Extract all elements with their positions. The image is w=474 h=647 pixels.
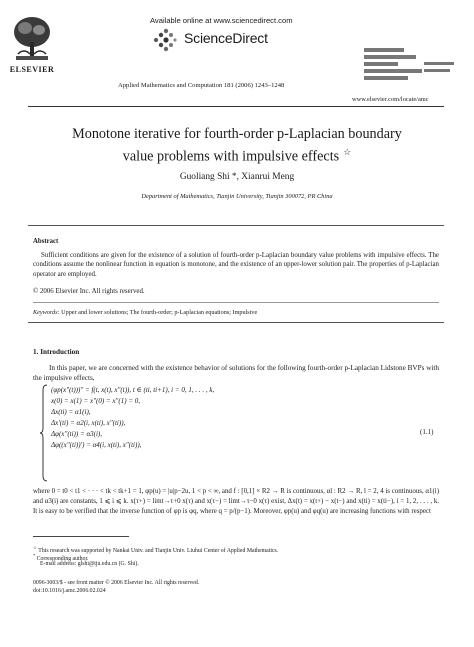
abstract-body: Sufficient conditions are given for the existence of a solution of fourth-order p-Laplacian boundary value problems with impulsive effects. The conditions assume the nonlinear function in equation is monotone, and the existence of an upper-lower solution pair. The properties of p-Laplacian operator are employed. (33, 252, 439, 278)
title-line-1: Monotone iterative for fourth-order p-Laplacian boundary (72, 126, 402, 142)
footnote-funding: ☆ This research was supported by Nankai Univ. and Tianjin Univ. Liuhui Center of Applied Mathematics. (33, 545, 279, 554)
issn-line: 0096-3003/$ - see front matter © 2006 Elsevier Inc. All rights reserved. (33, 580, 200, 586)
equation-line: x(0) = x(1) = x″(0) = x″(1) = 0, (51, 397, 141, 405)
keywords-label: Keywords: (33, 309, 60, 316)
sciencedirect-wordmark: ScienceDirect (184, 30, 268, 46)
email-link[interactable]: glshi@tju.edu.cn (77, 561, 118, 567)
header-divider (28, 106, 444, 107)
author-list: Guoliang Shi *, Xianrui Meng (179, 172, 295, 182)
title-line-2: value problems with impulsive effects (122, 148, 340, 165)
equation-line: Δx(ti) = α1(i), (51, 408, 91, 416)
journal-citation: Applied Mathematics and Computation 181 (2006) 1243–1248 (118, 82, 285, 89)
keywords-divider (33, 302, 439, 303)
abstract-heading: Abstract (33, 238, 59, 245)
sciencedirect-dots-logo (152, 27, 178, 53)
footnote-corresponding-text: Corresponding author. (36, 555, 89, 562)
publisher-name: ELSEVIER (9, 65, 55, 74)
keywords-list: Upper and lower solutions; The fourth-order; p-Laplacian equations; Impulsive (61, 309, 258, 316)
abstract-bottom-divider (28, 322, 444, 323)
elsevier-tree-logo (10, 14, 54, 64)
doi-link[interactable]: doi:10.1016/j.amc.2006.02.024 (33, 588, 106, 594)
equation-system (51, 385, 214, 451)
footnote-email-line (40, 561, 139, 567)
email-suffix: (G. Shi). (118, 561, 139, 567)
available-online-text[interactable]: Available online at www.sciencedirect.com (150, 16, 293, 25)
keywords-line (33, 309, 257, 316)
article-title (30, 126, 444, 166)
equation-line: Δx′(ti) = α2(i, x(ti), x″(ti)), (51, 419, 126, 427)
abstract-top-divider (28, 225, 444, 226)
journal-url-link[interactable]: www.elsevier.com/locate/amc (352, 96, 429, 103)
footnote-divider (33, 536, 129, 537)
footnote-corresponding: * Corresponding author. (33, 553, 89, 562)
title-footnote-star[interactable]: ☆ (343, 146, 352, 157)
footnote-funding-text: This research was supported by Nankai Univ. and Tianjin Univ. Liuhui Center of Applied Mathematics. (38, 547, 279, 554)
equation-line: (φp(x″(t)))″ = f(t, x(t), x″(t)), t ∈ (ti, ti+1), i = 0, 1, . . . , k, (51, 386, 215, 394)
equation-brace (40, 384, 48, 482)
equation-line: Δφ((x″(ti))′) = α4(i, x(ti), x″(ti)), (51, 441, 142, 449)
abstract-copyright: © 2006 Elsevier Inc. All rights reserved. (33, 288, 145, 295)
affiliation: Department of Mathematics, Tianjin University, Tianjin 300072, PR China (141, 193, 333, 200)
email-label: E-mail address: (40, 561, 77, 567)
intro-paragraph: In this paper, we are concerned with the existence behavior of solutions for the following fourth-order p-Laplacian Lidstone BVPs with the impulsive effects, (33, 364, 439, 382)
where-paragraph: where 0 = t0 < t1 < · · · < tk < tk+1 = 1, φp(u) = |u|p−2u, 1 < p < ∞, and f : [0,1] × R2 → R is continuous, αl : R2 → R, l = 2, 4 is continuous, α1(i) and α3(i) are constants, 1 ⩽ i ⩽ k. x(τ+) = limt→τ+0 x(τ) and x(τ−) = limt→τ−0 x(τ) exist, Δx(t) = x(t+) − x(t−) and x(ti) = x(ti−), i = 1, 2, . . . , k. It is easy to be verified that the inverse function of φp is φq, where q = p/(p−1). Moreover, φp(u) and φq(u) are increasing functions with respect (33, 488, 439, 515)
section-heading: 1. Introduction (33, 348, 80, 356)
equation-line: Δφ(x″(ti)) = α3(i), (51, 430, 102, 438)
equation-number: (1.1) (420, 428, 434, 436)
amc-journal-logo (360, 44, 460, 88)
